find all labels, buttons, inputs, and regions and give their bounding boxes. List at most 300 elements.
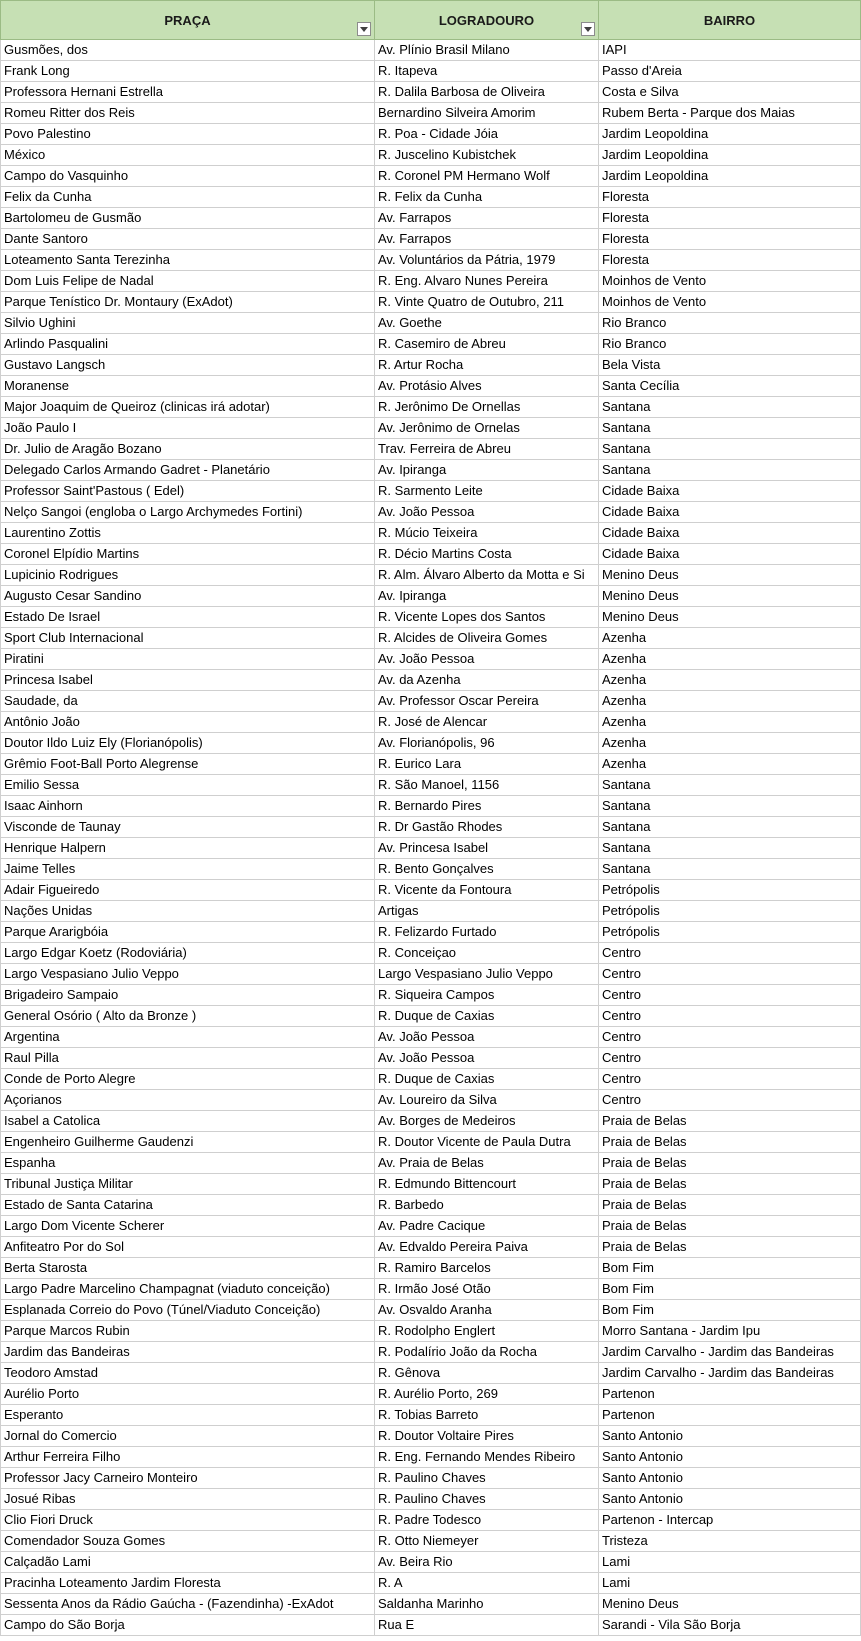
bairro-cell[interactable]: Santana [599, 460, 861, 481]
bairro-cell[interactable]: Santana [599, 397, 861, 418]
table-row [1, 250, 861, 271]
praca-cell[interactable]: Largo Edgar Koetz (Rodoviária) [1, 943, 375, 964]
table-row [1, 1510, 861, 1531]
bairro-cell[interactable]: Costa e Silva [599, 82, 861, 103]
table-row [1, 880, 861, 901]
bairro-cell[interactable]: Petrópolis [599, 901, 861, 922]
bairro-cell[interactable]: Lami [599, 1552, 861, 1573]
bairro-cell[interactable]: Santana [599, 418, 861, 439]
logradouro-cell[interactable]: R. Coronel PM Hermano Wolf [375, 166, 599, 187]
praca-cell[interactable]: Conde de Porto Alegre [1, 1069, 375, 1090]
table-row [1, 964, 861, 985]
bairro-cell[interactable]: Jardim Leopoldina [599, 166, 861, 187]
bairro-cell[interactable]: Azenha [599, 754, 861, 775]
table-row [1, 754, 861, 775]
bairro-cell[interactable]: Cidade Baixa [599, 544, 861, 565]
table-row [1, 1006, 861, 1027]
praca-cell[interactable]: Berta Starosta [1, 1258, 375, 1279]
bairro-cell[interactable]: Azenha [599, 691, 861, 712]
logradouro-cell[interactable]: R. Padre Todesco [375, 1510, 599, 1531]
bairro-cell[interactable]: Passo d'Areia [599, 61, 861, 82]
praca-cell[interactable]: Adair Figueiredo [1, 880, 375, 901]
bairro-cell[interactable]: Rubem Berta - Parque dos Maias [599, 103, 861, 124]
praca-cell[interactable]: Raul Pilla [1, 1048, 375, 1069]
logradouro-cell[interactable]: Artigas [375, 901, 599, 922]
bairro-cell[interactable]: Praia de Belas [599, 1237, 861, 1258]
bairro-cell[interactable]: Centro [599, 1048, 861, 1069]
bairro-cell[interactable]: Menino Deus [599, 607, 861, 628]
bairro-cell[interactable]: Menino Deus [599, 565, 861, 586]
bairro-cell[interactable]: Santana [599, 796, 861, 817]
logradouro-cell[interactable]: R. Vicente da Fontoura [375, 880, 599, 901]
table-row [1, 1405, 861, 1426]
praca-cell[interactable]: Esplanada Correio do Povo (Túnel/Viaduto Conceição) [1, 1300, 375, 1321]
table-row [1, 1573, 861, 1594]
logradouro-cell[interactable]: R. Décio Martins Costa [375, 544, 599, 565]
table-row [1, 292, 861, 313]
bairro-cell[interactable]: Santa Cecília [599, 376, 861, 397]
logradouro-cell[interactable]: R. Tobias Barreto [375, 1405, 599, 1426]
logradouro-cell[interactable]: R. Alm. Álvaro Alberto da Motta e Si [375, 565, 599, 586]
praca-cell[interactable]: Açorianos [1, 1090, 375, 1111]
logradouro-cell[interactable]: R. Duque de Caxias [375, 1069, 599, 1090]
bairro-cell[interactable]: Floresta [599, 208, 861, 229]
praca-cell[interactable]: Bartolomeu de Gusmão [1, 208, 375, 229]
praca-cell[interactable]: Largo Dom Vicente Scherer [1, 1216, 375, 1237]
table-row [1, 418, 861, 439]
logradouro-cell[interactable]: Av. Plínio Brasil Milano [375, 40, 599, 61]
bairro-cell[interactable]: Lami [599, 1573, 861, 1594]
praca-cell[interactable]: Visconde de Taunay [1, 817, 375, 838]
praca-cell[interactable]: Delegado Carlos Armando Gadret - Planetário [1, 460, 375, 481]
filter-dropdown-button-logradouro[interactable] [581, 22, 595, 36]
filter-dropdown-button-praca[interactable] [357, 22, 371, 36]
praca-cell[interactable]: Loteamento Santa Terezinha [1, 250, 375, 271]
table-row [1, 943, 861, 964]
bairro-cell[interactable]: Praia de Belas [599, 1153, 861, 1174]
logradouro-cell[interactable]: Av. da Azenha [375, 670, 599, 691]
bairro-cell[interactable]: Moinhos de Vento [599, 292, 861, 313]
table-row [1, 691, 861, 712]
bairro-cell[interactable]: Menino Deus [599, 1594, 861, 1615]
logradouro-cell[interactable]: Av. João Pessoa [375, 502, 599, 523]
praca-cell[interactable]: Sessenta Anos da Rádio Gaúcha - (Fazendinha) -ExAdot [1, 1594, 375, 1615]
logradouro-cell[interactable]: R. Otto Niemeyer [375, 1531, 599, 1552]
logradouro-cell[interactable]: R. Ramiro Barcelos [375, 1258, 599, 1279]
praca-cell[interactable]: Gustavo Langsch [1, 355, 375, 376]
logradouro-cell[interactable]: R. Dr Gastão Rhodes [375, 817, 599, 838]
logradouro-cell[interactable]: R. Rodolpho Englert [375, 1321, 599, 1342]
logradouro-cell[interactable]: R. Aurélio Porto, 269 [375, 1384, 599, 1405]
table-row [1, 1069, 861, 1090]
praca-cell[interactable]: Largo Vespasiano Julio Veppo [1, 964, 375, 985]
praca-cell[interactable]: Jaime Telles [1, 859, 375, 880]
bairro-cell[interactable]: Moinhos de Vento [599, 271, 861, 292]
table-row [1, 187, 861, 208]
logradouro-cell[interactable]: Av. Borges de Medeiros [375, 1111, 599, 1132]
logradouro-cell[interactable]: Av. Praia de Belas [375, 1153, 599, 1174]
logradouro-cell[interactable]: R. Sarmento Leite [375, 481, 599, 502]
logradouro-cell[interactable]: R. José de Alencar [375, 712, 599, 733]
praca-cell[interactable]: Parque Ararigbóia [1, 922, 375, 943]
header-praca[interactable] [1, 1, 375, 40]
table-row [1, 124, 861, 145]
bairro-cell[interactable]: Cidade Baixa [599, 481, 861, 502]
bairro-cell[interactable]: Petrópolis [599, 880, 861, 901]
header-logradouro[interactable] [375, 1, 599, 40]
table-row [1, 376, 861, 397]
table-row [1, 901, 861, 922]
table-row [1, 796, 861, 817]
logradouro-cell[interactable]: Trav. Ferreira de Abreu [375, 439, 599, 460]
table-row [1, 607, 861, 628]
table-row [1, 775, 861, 796]
praca-cell[interactable]: Professor Jacy Carneiro Monteiro [1, 1468, 375, 1489]
praca-cell[interactable]: Piratini [1, 649, 375, 670]
header-bairro[interactable] [599, 1, 861, 40]
table-row [1, 1216, 861, 1237]
bairro-cell[interactable]: Jardim Carvalho - Jardim das Bandeiras [599, 1363, 861, 1384]
bairro-cell[interactable]: Jardim Leopoldina [599, 145, 861, 166]
table-row [1, 1615, 861, 1636]
table-row [1, 1447, 861, 1468]
bairro-cell[interactable]: Bom Fim [599, 1279, 861, 1300]
logradouro-cell[interactable]: Av. Goethe [375, 313, 599, 334]
logradouro-cell[interactable]: R. Jerônimo De Ornellas [375, 397, 599, 418]
bairro-cell[interactable]: Bela Vista [599, 355, 861, 376]
table-row [1, 523, 861, 544]
bairro-cell[interactable]: Jardim Leopoldina [599, 124, 861, 145]
bairro-cell[interactable]: Azenha [599, 649, 861, 670]
logradouro-cell[interactable]: Av. Beira Rio [375, 1552, 599, 1573]
logradouro-cell[interactable]: Av. Protásio Alves [375, 376, 599, 397]
praca-cell[interactable]: Parque Marcos Rubin [1, 1321, 375, 1342]
praca-cell[interactable]: Major Joaquim de Queiroz (clinicas irá adotar) [1, 397, 375, 418]
praca-cell[interactable]: Felix da Cunha [1, 187, 375, 208]
praca-cell[interactable]: Espanha [1, 1153, 375, 1174]
praca-cell[interactable]: Isaac Ainhorn [1, 796, 375, 817]
praca-cell[interactable]: Grêmio Foot-Ball Porto Alegrense [1, 754, 375, 775]
praca-cell[interactable]: Nações Unidas [1, 901, 375, 922]
bairro-cell[interactable]: Praia de Belas [599, 1174, 861, 1195]
bairro-cell[interactable]: Petrópolis [599, 922, 861, 943]
table-row [1, 61, 861, 82]
bairro-cell[interactable]: Floresta [599, 187, 861, 208]
praca-cell[interactable]: Lupicinio Rodrigues [1, 565, 375, 586]
bairro-cell[interactable]: Centro [599, 1069, 861, 1090]
praca-cell[interactable]: Dom Luis Felipe de Nadal [1, 271, 375, 292]
bairro-cell[interactable]: Santana [599, 775, 861, 796]
logradouro-cell[interactable]: R. Bento Gonçalves [375, 859, 599, 880]
praca-cell[interactable]: Professor Saint'Pastous ( Edel) [1, 481, 375, 502]
logradouro-cell[interactable]: R. Duque de Caxias [375, 1006, 599, 1027]
bairro-cell[interactable]: Santana [599, 838, 861, 859]
bairro-cell[interactable]: Centro [599, 1090, 861, 1111]
logradouro-cell[interactable]: Av. Loureiro da Silva [375, 1090, 599, 1111]
bairro-cell[interactable]: Partenon [599, 1384, 861, 1405]
praca-cell[interactable]: México [1, 145, 375, 166]
praca-cell[interactable]: Princesa Isabel [1, 670, 375, 691]
logradouro-cell[interactable]: Av. Osvaldo Aranha [375, 1300, 599, 1321]
praca-cell[interactable]: Parque Tenístico Dr. Montaury (ExAdot) [1, 292, 375, 313]
logradouro-cell[interactable]: R. Doutor Voltaire Pires [375, 1426, 599, 1447]
logradouro-cell[interactable]: Av. João Pessoa [375, 649, 599, 670]
logradouro-cell[interactable]: Av. Ipiranga [375, 586, 599, 607]
table-row [1, 271, 861, 292]
logradouro-cell[interactable]: R. Paulino Chaves [375, 1489, 599, 1510]
table-row [1, 649, 861, 670]
header-praca-label: PRAÇA [164, 12, 211, 28]
praca-cell[interactable]: Augusto Cesar Sandino [1, 586, 375, 607]
table-row [1, 1552, 861, 1573]
table-row [1, 1384, 861, 1405]
logradouro-cell[interactable]: Saldanha Marinho [375, 1594, 599, 1615]
bairro-cell[interactable]: Cidade Baixa [599, 523, 861, 544]
bairro-cell[interactable]: Partenon [599, 1405, 861, 1426]
bairro-cell[interactable]: Praia de Belas [599, 1216, 861, 1237]
bairro-cell[interactable]: Azenha [599, 628, 861, 649]
bairro-cell[interactable]: IAPI [599, 40, 861, 61]
logradouro-cell[interactable]: R. Múcio Teixeira [375, 523, 599, 544]
logradouro-cell[interactable]: R. Conceiçao [375, 943, 599, 964]
praca-cell[interactable]: Silvio Ughini [1, 313, 375, 334]
bairro-cell[interactable]: Centro [599, 985, 861, 1006]
logradouro-cell[interactable]: R. Podalírio João da Rocha [375, 1342, 599, 1363]
logradouro-cell[interactable]: R. Dalila Barbosa de Oliveira [375, 82, 599, 103]
table-row [1, 1321, 861, 1342]
logradouro-cell[interactable]: Largo Vespasiano Julio Veppo [375, 964, 599, 985]
logradouro-cell[interactable]: R. Itapeva [375, 61, 599, 82]
table-row [1, 439, 861, 460]
logradouro-cell[interactable]: Bernardino Silveira Amorim [375, 103, 599, 124]
bairro-cell[interactable]: Praia de Belas [599, 1111, 861, 1132]
bairro-cell[interactable]: Santo Antonio [599, 1489, 861, 1510]
logradouro-cell[interactable]: Av. Professor Oscar Pereira [375, 691, 599, 712]
bairro-cell[interactable]: Santo Antonio [599, 1447, 861, 1468]
header-logradouro-label: LOGRADOURO [438, 12, 535, 28]
table-row [1, 1132, 861, 1153]
logradouro-cell[interactable]: R. Barbedo [375, 1195, 599, 1216]
praca-cell[interactable]: Estado De Israel [1, 607, 375, 628]
table-row [1, 1195, 861, 1216]
praca-cell[interactable]: Calçadão Lami [1, 1552, 375, 1573]
table-row [1, 355, 861, 376]
bairro-cell[interactable]: Tristeza [599, 1531, 861, 1552]
praca-cell[interactable]: Anfiteatro Por do Sol [1, 1237, 375, 1258]
bairro-cell[interactable]: Sarandi - Vila São Borja [599, 1615, 861, 1636]
praca-cell[interactable]: Professora Hernani Estrella [1, 82, 375, 103]
logradouro-cell[interactable]: R. Doutor Vicente de Paula Dutra [375, 1132, 599, 1153]
table-row [1, 1531, 861, 1552]
bairro-cell[interactable]: Rio Branco [599, 313, 861, 334]
praca-cell[interactable]: Clio Fiori Druck [1, 1510, 375, 1531]
logradouro-cell[interactable]: R. Artur Rocha [375, 355, 599, 376]
logradouro-cell[interactable]: R. São Manoel, 1156 [375, 775, 599, 796]
logradouro-cell[interactable]: R. Eng. Alvaro Nunes Pereira [375, 271, 599, 292]
table-row [1, 397, 861, 418]
table-row [1, 1258, 861, 1279]
table-row [1, 1111, 861, 1132]
praca-cell[interactable]: Henrique Halpern [1, 838, 375, 859]
praca-cell[interactable]: Dr. Julio de Aragão Bozano [1, 439, 375, 460]
logradouro-cell[interactable]: R. Eng. Fernando Mendes Ribeiro [375, 1447, 599, 1468]
bairro-cell[interactable]: Santo Antonio [599, 1426, 861, 1447]
table-row [1, 208, 861, 229]
logradouro-cell[interactable]: R. Eurico Lara [375, 754, 599, 775]
praca-cell[interactable]: Dante Santoro [1, 229, 375, 250]
bairro-cell[interactable]: Floresta [599, 229, 861, 250]
logradouro-cell[interactable]: R. Casemiro de Abreu [375, 334, 599, 355]
bairro-cell[interactable]: Santana [599, 439, 861, 460]
bairro-cell[interactable]: Morro Santana - Jardim Ipu [599, 1321, 861, 1342]
praca-cell[interactable]: Emilio Sessa [1, 775, 375, 796]
praca-cell[interactable]: Arlindo Pasqualini [1, 334, 375, 355]
praca-cell[interactable]: Engenheiro Guilherme Gaudenzi [1, 1132, 375, 1153]
table-row [1, 586, 861, 607]
bairro-cell[interactable]: Azenha [599, 670, 861, 691]
praca-cell[interactable]: Saudade, da [1, 691, 375, 712]
praca-cell[interactable]: Moranense [1, 376, 375, 397]
praca-cell[interactable]: Povo Palestino [1, 124, 375, 145]
bairro-cell[interactable]: Santo Antonio [599, 1468, 861, 1489]
praca-cell[interactable]: Frank Long [1, 61, 375, 82]
dropdown-arrow-icon [360, 27, 368, 32]
logradouro-cell[interactable]: R. Vinte Quatro de Outubro, 211 [375, 292, 599, 313]
bairro-cell[interactable]: Centro [599, 964, 861, 985]
logradouro-cell[interactable]: R. Felizardo Furtado [375, 922, 599, 943]
praca-cell[interactable]: Aurélio Porto [1, 1384, 375, 1405]
bairro-cell[interactable]: Floresta [599, 250, 861, 271]
header-bairro-label: BAIRRO [703, 12, 756, 28]
praca-cell[interactable]: Gusmões, dos [1, 40, 375, 61]
dropdown-arrow-icon [584, 27, 592, 32]
praca-cell[interactable]: Arthur Ferreira Filho [1, 1447, 375, 1468]
bairro-cell[interactable]: Centro [599, 1027, 861, 1048]
praca-cell[interactable]: Romeu Ritter dos Reis [1, 103, 375, 124]
table-body [1, 40, 861, 1636]
bairro-cell[interactable]: Rio Branco [599, 334, 861, 355]
bairro-cell[interactable]: Praia de Belas [599, 1132, 861, 1153]
table-row [1, 1426, 861, 1447]
table-row [1, 1468, 861, 1489]
table-row [1, 40, 861, 61]
bairro-cell[interactable]: Santana [599, 817, 861, 838]
logradouro-cell[interactable]: Av. Ipiranga [375, 460, 599, 481]
logradouro-cell[interactable]: R. Vicente Lopes dos Santos [375, 607, 599, 628]
logradouro-cell[interactable]: Av. Florianópolis, 96 [375, 733, 599, 754]
logradouro-cell[interactable]: Av. Voluntários da Pátria, 1979 [375, 250, 599, 271]
logradouro-cell[interactable]: Av. Farrapos [375, 229, 599, 250]
bairro-cell[interactable]: Praia de Belas [599, 1195, 861, 1216]
praca-cell[interactable]: João Paulo I [1, 418, 375, 439]
table-row [1, 817, 861, 838]
bairro-cell[interactable]: Bom Fim [599, 1258, 861, 1279]
table-row [1, 628, 861, 649]
praca-cell[interactable]: Estado de Santa Catarina [1, 1195, 375, 1216]
logradouro-cell[interactable]: R. Poa - Cidade Jóia [375, 124, 599, 145]
praca-cell[interactable]: General Osório ( Alto da Bronze ) [1, 1006, 375, 1027]
logradouro-cell[interactable]: Av. Padre Cacique [375, 1216, 599, 1237]
bairro-cell[interactable]: Jardim Carvalho - Jardim das Bandeiras [599, 1342, 861, 1363]
praca-cell[interactable]: Coronel Elpídio Martins [1, 544, 375, 565]
logradouro-cell[interactable]: Av. João Pessoa [375, 1027, 599, 1048]
bairro-cell[interactable]: Centro [599, 943, 861, 964]
logradouro-cell[interactable]: R. Felix da Cunha [375, 187, 599, 208]
praca-cell[interactable]: Isabel a Catolica [1, 1111, 375, 1132]
praca-cell[interactable]: Nelço Sangoi (engloba o Largo Archymedes Fortini) [1, 502, 375, 523]
logradouro-cell[interactable]: R. A [375, 1573, 599, 1594]
table-row [1, 1237, 861, 1258]
praca-cell[interactable]: Jornal do Comercio [1, 1426, 375, 1447]
praca-cell[interactable]: Antônio João [1, 712, 375, 733]
logradouro-cell[interactable]: Av. Princesa Isabel [375, 838, 599, 859]
praca-cell[interactable]: Tribunal Justiça Militar [1, 1174, 375, 1195]
table-row [1, 145, 861, 166]
logradouro-cell[interactable]: Av. Edvaldo Pereira Paiva [375, 1237, 599, 1258]
table-row [1, 922, 861, 943]
logradouro-cell[interactable]: R. Bernardo Pires [375, 796, 599, 817]
praca-cell[interactable]: Campo do São Borja [1, 1615, 375, 1636]
bairro-cell[interactable]: Azenha [599, 733, 861, 754]
bairro-cell[interactable]: Menino Deus [599, 586, 861, 607]
bairro-cell[interactable]: Azenha [599, 712, 861, 733]
praca-cell[interactable]: Jardim das Bandeiras [1, 1342, 375, 1363]
table-row [1, 1174, 861, 1195]
logradouro-cell[interactable]: Av. João Pessoa [375, 1048, 599, 1069]
logradouro-cell[interactable]: R. Alcides de Oliveira Gomes [375, 628, 599, 649]
table-row [1, 544, 861, 565]
table-row [1, 1279, 861, 1300]
table-row [1, 1594, 861, 1615]
table-row [1, 565, 861, 586]
bairro-cell[interactable]: Santana [599, 859, 861, 880]
praca-cell[interactable]: Argentina [1, 1027, 375, 1048]
praca-cell[interactable]: Doutor Ildo Luiz Ely (Florianópolis) [1, 733, 375, 754]
logradouro-cell[interactable]: R. Irmão José Otão [375, 1279, 599, 1300]
table-header [1, 1, 861, 40]
bairro-cell[interactable]: Cidade Baixa [599, 502, 861, 523]
logradouro-cell[interactable]: R. Paulino Chaves [375, 1468, 599, 1489]
praca-cell[interactable]: Campo do Vasquinho [1, 166, 375, 187]
table-row [1, 1048, 861, 1069]
table-row [1, 712, 861, 733]
praca-cell[interactable]: Largo Padre Marcelino Champagnat (viaduto conceição) [1, 1279, 375, 1300]
praca-cell[interactable]: Sport Club Internacional [1, 628, 375, 649]
bairro-cell[interactable]: Partenon - Intercap [599, 1510, 861, 1531]
logradouro-cell[interactable]: R. Gênova [375, 1363, 599, 1384]
table-row [1, 1027, 861, 1048]
logradouro-cell[interactable]: R. Juscelino Kubistchek [375, 145, 599, 166]
bairro-cell[interactable]: Centro [599, 1006, 861, 1027]
praca-cell[interactable]: Teodoro Amstad [1, 1363, 375, 1384]
bairro-cell[interactable]: Bom Fim [599, 1300, 861, 1321]
logradouro-cell[interactable]: R. Edmundo Bittencourt [375, 1174, 599, 1195]
praca-cell[interactable]: Laurentino Zottis [1, 523, 375, 544]
logradouro-cell[interactable]: Av. Jerônimo de Ornelas [375, 418, 599, 439]
logradouro-cell[interactable]: Av. Farrapos [375, 208, 599, 229]
praca-cell[interactable]: Brigadeiro Sampaio [1, 985, 375, 1006]
table-row [1, 1489, 861, 1510]
logradouro-cell[interactable]: Rua E [375, 1615, 599, 1636]
table-row [1, 229, 861, 250]
table-row [1, 1363, 861, 1384]
table-row [1, 313, 861, 334]
praca-cell[interactable]: Pracinha Loteamento Jardim Floresta [1, 1573, 375, 1594]
logradouro-cell[interactable]: R. Siqueira Campos [375, 985, 599, 1006]
praca-cell[interactable]: Esperanto [1, 1405, 375, 1426]
praca-cell[interactable]: Comendador Souza Gomes [1, 1531, 375, 1552]
praca-cell[interactable]: Josué Ribas [1, 1489, 375, 1510]
